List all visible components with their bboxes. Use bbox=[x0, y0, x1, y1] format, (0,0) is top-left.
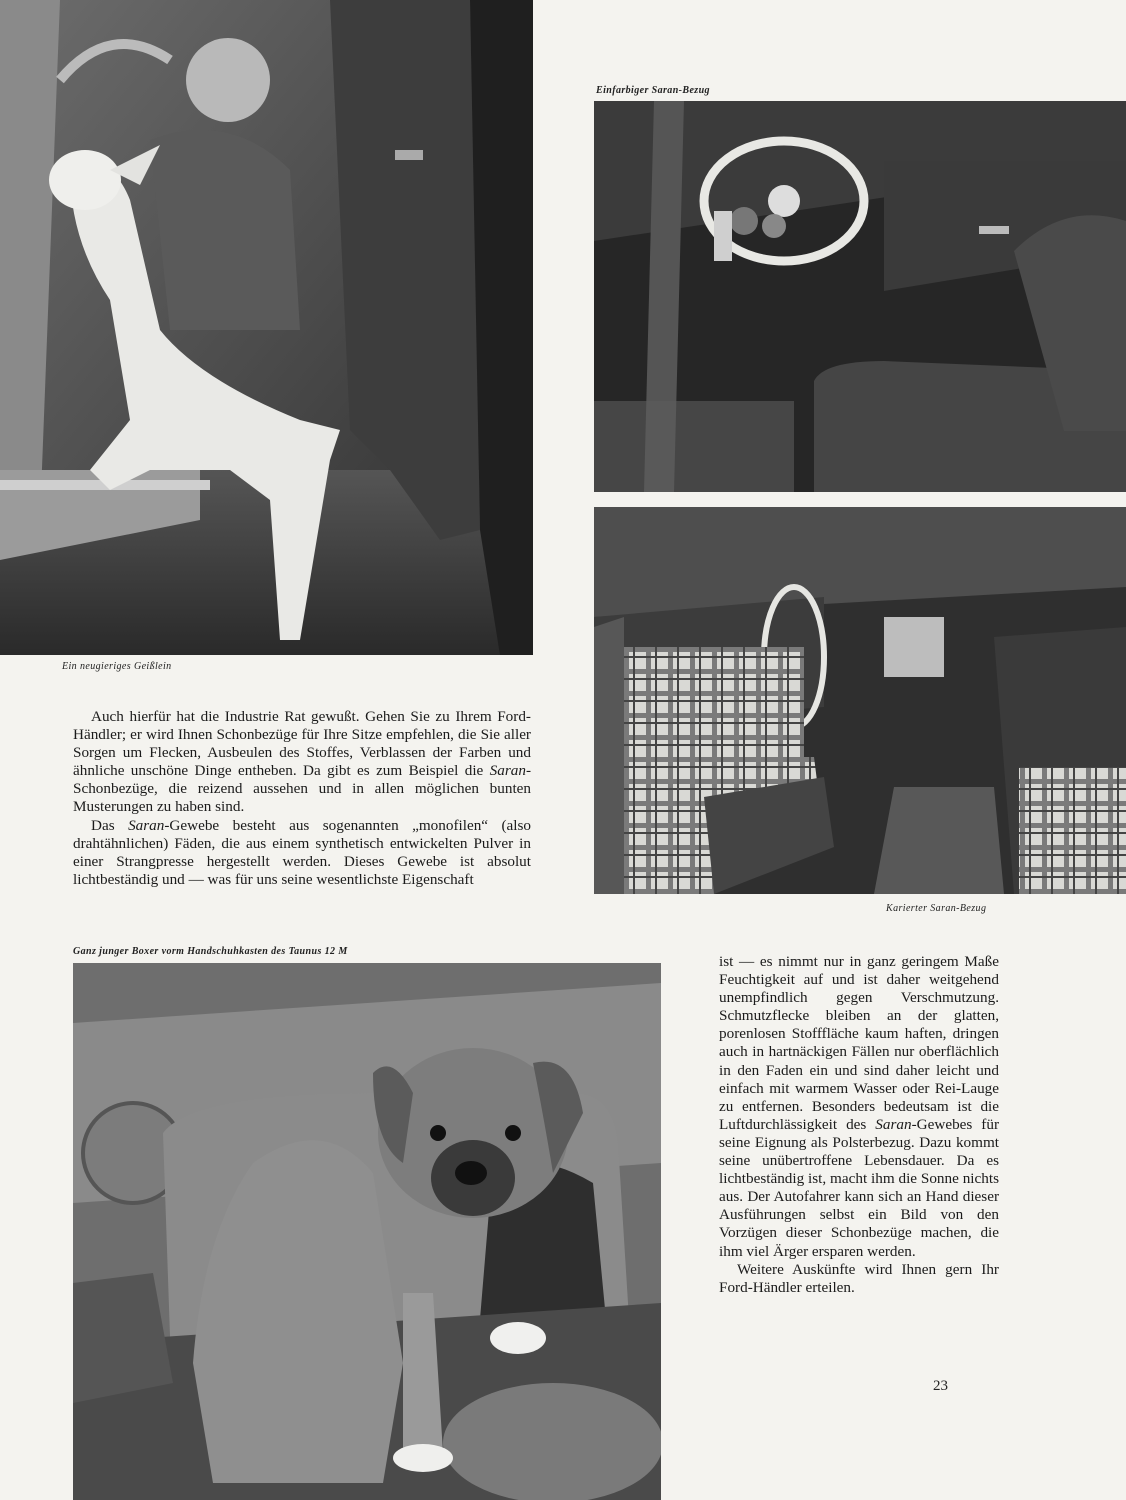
dashboard-illustration bbox=[594, 101, 1126, 492]
paragraph-2: Das Saran-Gewebe besteht aus sogenannten „monofilen“ (also drahtähnlichen) Fäden, die aus einem synthetisch entwickelten Pulver in einer Strangpresse hergestellt werden. Dieses Gewebe ist absolut lichtbeständig und — was für uns seine wesentlichste Eigenschaft bbox=[73, 816, 531, 888]
paragraph-3: ist — es nimmt nur in ganz geringem Maße Feuchtigkeit auf und ist daher weitgehend unempfindlich gegen Verschmutzung. Schmutzflecke bleiben an der glatten, porenlosen Stofffläche kaum haften, dringen auch in hartnäckigen Fällen nur oberflächlich in den Faden ein und sind daher leicht und einfach mit warmem Wasser oder Rei-Lauge zu entfernen. Besonders bedeutsam ist die Luftdurchlässigkeit des Saran-Gewebes für seine Eignung als Polsterbezug. Dazu kommt seine unübertroffene Lebensdauer. Da es lichtbeständig ist, macht ihm die Sonne nichts aus. Der Autofahrer kann sich an Hand dieser Ausführungen selbst ein Bild von den Vorzügen dieser Schonbezüge machen, die ihm viel Ärger ersparen werden. bbox=[719, 953, 999, 1260]
paragraph-1: Auch hierfür hat die Industrie Rat gewußt. Gehen Sie zu Ihrem Ford-Händler; er wird Ihnen Schonbezüge für Ihre Sitze empfehlen, die Sie aller Sorgen um Flecken, Ausbeulen des Stoffes, Verblassen der Farben und ähnliche unschöne Dinge entheben. Da gibt es zum Beispiel die Saran-Schonbezüge, die reizend aussehen und in allen möglichen bunten Musterungen zu haben sind. bbox=[73, 708, 531, 816]
photo-plain-cover bbox=[594, 101, 1126, 492]
page-number: 23 bbox=[933, 1378, 948, 1394]
article-text-right bbox=[719, 953, 999, 1297]
caption-plain-cover: Einfarbiger Saran-Bezug bbox=[596, 85, 710, 96]
caption-boxer: Ganz junger Boxer vorm Handschuhkasten des Taunus 12 M bbox=[73, 946, 348, 957]
puppy-illustration bbox=[73, 963, 661, 1500]
checked-seat-illustration bbox=[594, 507, 1126, 894]
paragraph-4: Weitere Auskünfte wird Ihnen gern Ihr Ford-Händler erteilen. bbox=[719, 1260, 999, 1296]
photo-checked-cover bbox=[594, 507, 1126, 894]
caption-goat: Ein neugieriges Geißlein bbox=[62, 661, 172, 672]
photo-goat-car-door bbox=[0, 0, 533, 655]
article-text-left bbox=[73, 708, 531, 889]
goat-illustration bbox=[0, 0, 533, 655]
caption-checked-cover: Karierter Saran-Bezug bbox=[886, 903, 987, 914]
photo-boxer-puppy bbox=[73, 963, 661, 1500]
